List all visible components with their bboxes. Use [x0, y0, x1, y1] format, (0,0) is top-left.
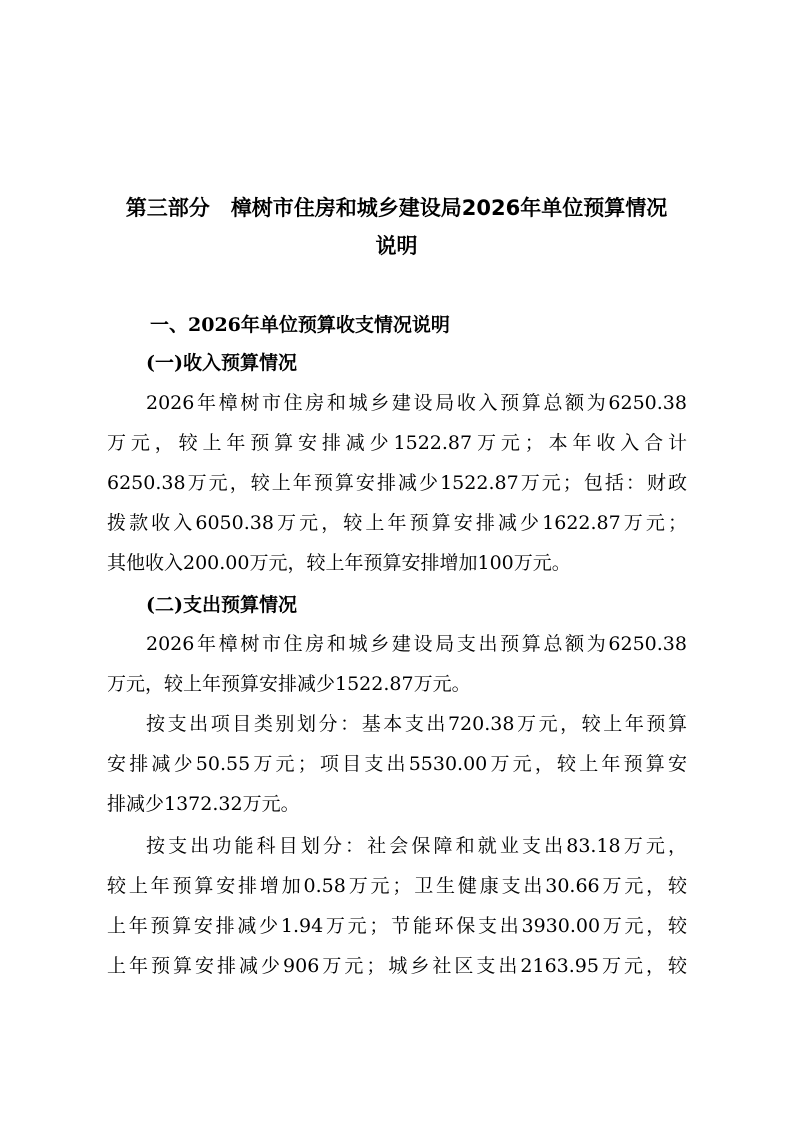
income-paragraph-line: 拨款收入6050.38万元，较上年预算安排减少1622.87万元； [107, 512, 687, 534]
expense-by-function-line: 较上年预算安排增加0.58万元；卫生健康支出30.66万元，较 [107, 875, 687, 897]
subheading-expense-budget: (二)支出预算情况 [146, 594, 297, 616]
section-heading-budget-overview: 一、2026年单位预算收支情况说明 [150, 314, 450, 336]
document-title-line-2: 说明 [375, 234, 418, 258]
expense-by-function-line: 上年预算安排减少1.94万元；节能环保支出3930.00万元，较 [107, 915, 687, 937]
expense-by-function-line: 上年预算安排减少906万元；城乡社区支出2163.95万元，较 [107, 955, 687, 977]
income-paragraph-line: 2026年樟树市住房和城乡建设局收入预算总额为6250.38 [146, 392, 687, 414]
subheading-income-budget: (一)收入预算情况 [146, 352, 297, 374]
expense-by-category-line: 排减少1372.32万元。 [107, 793, 300, 815]
income-paragraph-line: 其他收入200.00万元，较上年预算安排增加100万元。 [107, 552, 571, 574]
expense-by-category-line: 安排减少50.55万元；项目支出5530.00万元，较上年预算安 [107, 753, 687, 775]
expense-by-category-line: 按支出项目类别划分：基本支出720.38万元，较上年预算 [146, 713, 687, 735]
document-title-line-1: 第三部分 樟树市住房和城乡建设局2026年单位预算情况 [125, 196, 668, 220]
income-paragraph-line: 万元，较上年预算安排减少1522.87万元；本年收入合计 [107, 432, 687, 454]
expense-total-line: 2026年樟树市住房和城乡建设局支出预算总额为6250.38 [146, 633, 687, 655]
expense-total-line: 万元，较上年预算安排减少1522.87万元。 [107, 673, 471, 695]
expense-by-function-line: 按支出功能科目划分：社会保障和就业支出83.18万元， [146, 835, 687, 857]
income-paragraph-line: 6250.38万元，较上年预算安排减少1522.87万元；包括：财政 [107, 472, 687, 494]
